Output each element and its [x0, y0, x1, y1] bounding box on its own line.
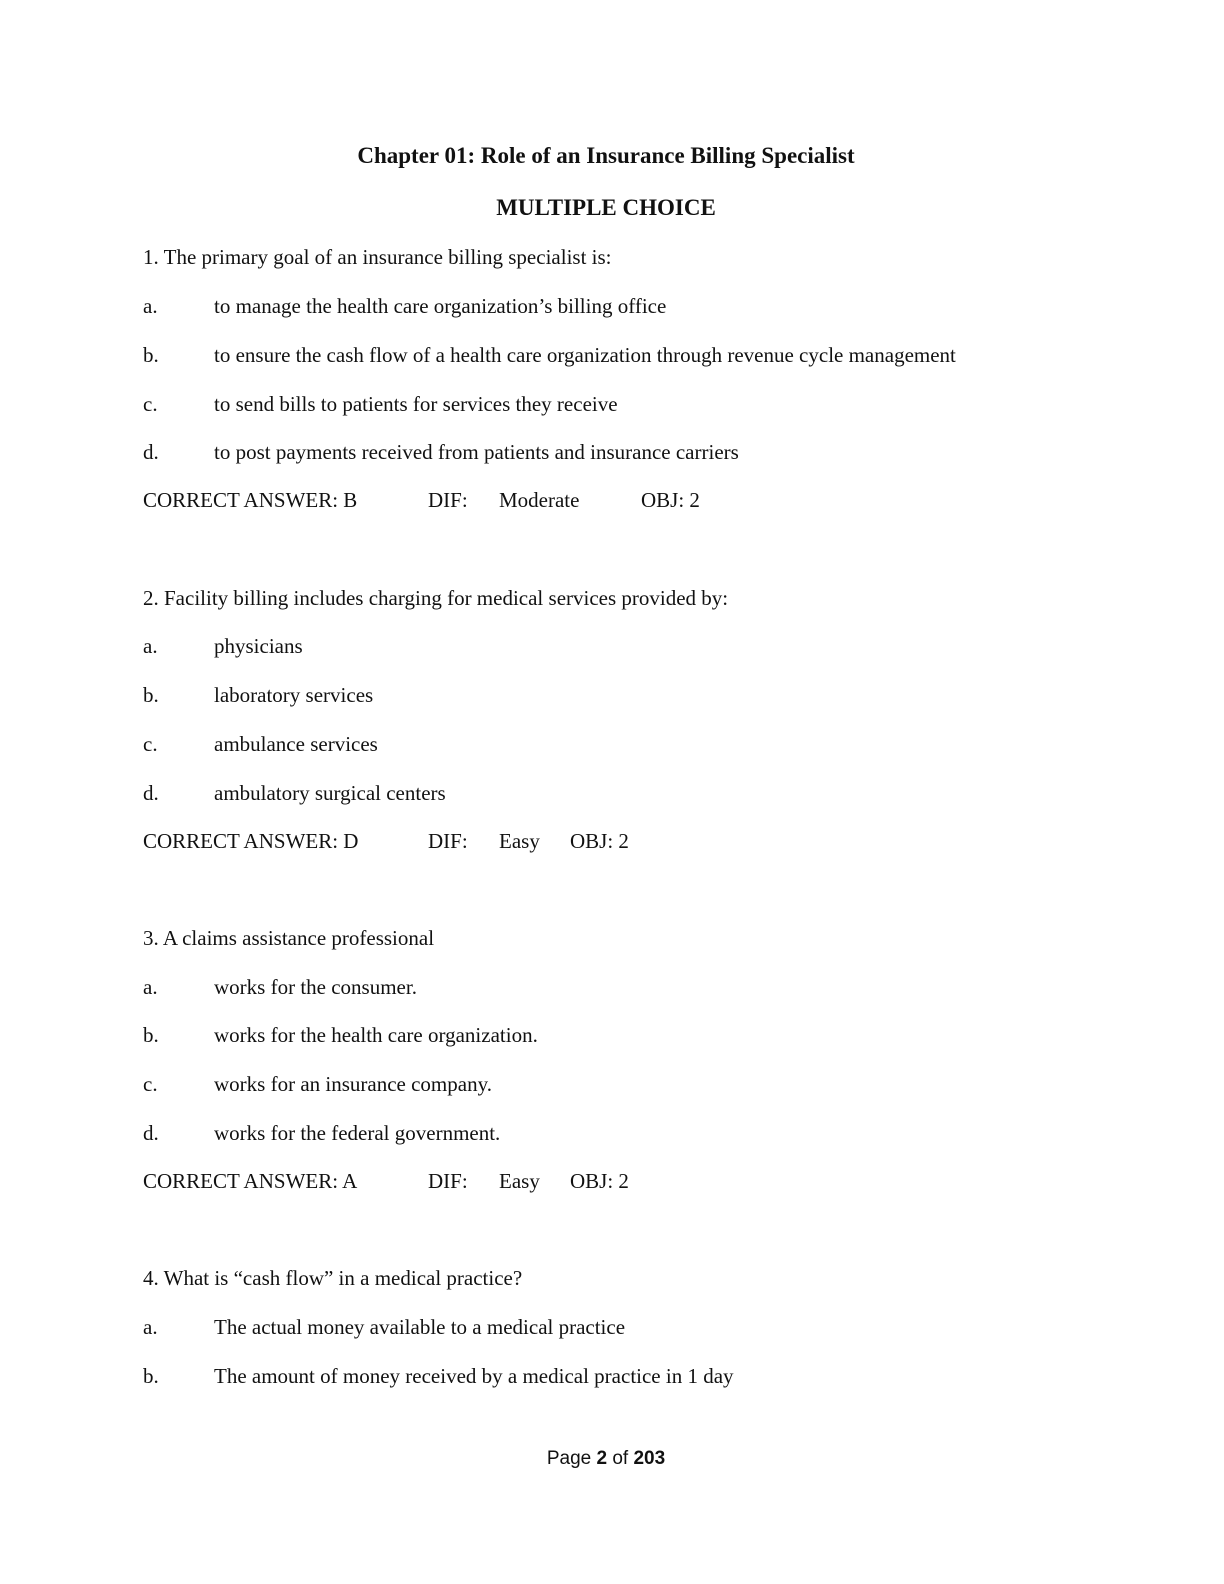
- difficulty-value: Easy: [499, 829, 540, 853]
- option-letter: a.: [143, 294, 158, 318]
- page-footer: [0, 1446, 1212, 1472]
- chapter-title: Chapter 01: Role of an Insurance Billing Specialist: [357, 143, 855, 168]
- option-text: to post payments received from patients and insurance carriers: [214, 440, 739, 464]
- option-letter: b.: [143, 683, 159, 707]
- difficulty-label: DIF:: [428, 488, 468, 512]
- option-text: ambulance services: [214, 732, 378, 756]
- objective: OBJ: 2: [570, 1169, 629, 1193]
- option-letter: b.: [143, 343, 159, 367]
- option-letter: d.: [143, 781, 159, 805]
- option-text: works for the health care organization.: [214, 1023, 538, 1047]
- question-stem: 1. The primary goal of an insurance billing specialist is:: [143, 245, 612, 269]
- option-text: The actual money available to a medical practice: [214, 1315, 626, 1339]
- option-letter: d.: [143, 1121, 159, 1145]
- total-page-count: 203: [633, 1448, 666, 1469]
- option-text: physicians: [214, 634, 303, 658]
- correct-answer: CORRECT ANSWER: D: [143, 829, 359, 853]
- question-stem: 2. Facility billing includes charging for medical services provided by:: [143, 586, 729, 610]
- option-text: to manage the health care organization’s billing office: [214, 294, 667, 318]
- option-letter: c.: [143, 732, 158, 756]
- difficulty-label: DIF:: [428, 829, 468, 853]
- option-text: works for an insurance company.: [214, 1072, 492, 1096]
- option-letter: c.: [143, 1072, 158, 1096]
- objective: OBJ: 2: [641, 488, 700, 512]
- option-text: to send bills to patients for services they receive: [214, 392, 618, 416]
- current-page-number: 2: [596, 1448, 608, 1469]
- section-heading: MULTIPLE CHOICE: [496, 195, 716, 220]
- question-stem: 4. What is “cash flow” in a medical practice?: [143, 1266, 523, 1290]
- footer-middle: of: [607, 1448, 634, 1469]
- question-stem: 3. A claims assistance professional: [143, 926, 435, 950]
- option-text: works for the consumer.: [214, 975, 417, 999]
- correct-answer: CORRECT ANSWER: B: [143, 488, 358, 512]
- option-letter: a.: [143, 975, 158, 999]
- option-text: to ensure the cash flow of a health care organization through revenue cycle management: [214, 343, 956, 367]
- option-text: works for the federal government.: [214, 1121, 501, 1145]
- option-text: laboratory services: [214, 683, 374, 707]
- difficulty-value: Moderate: [499, 488, 580, 512]
- option-letter: c.: [143, 392, 158, 416]
- option-letter: b.: [143, 1364, 159, 1388]
- difficulty-label: DIF:: [428, 1169, 468, 1193]
- option-letter: a.: [143, 1315, 158, 1339]
- objective: OBJ: 2: [570, 829, 629, 853]
- difficulty-value: Easy: [499, 1169, 540, 1193]
- option-letter: a.: [143, 634, 158, 658]
- option-letter: d.: [143, 440, 159, 464]
- option-text: ambulatory surgical centers: [214, 781, 446, 805]
- correct-answer: CORRECT ANSWER: A: [143, 1169, 358, 1193]
- option-letter: b.: [143, 1023, 159, 1047]
- option-text: The amount of money received by a medical practice in 1 day: [214, 1364, 734, 1388]
- footer-prefix: Page: [546, 1448, 597, 1469]
